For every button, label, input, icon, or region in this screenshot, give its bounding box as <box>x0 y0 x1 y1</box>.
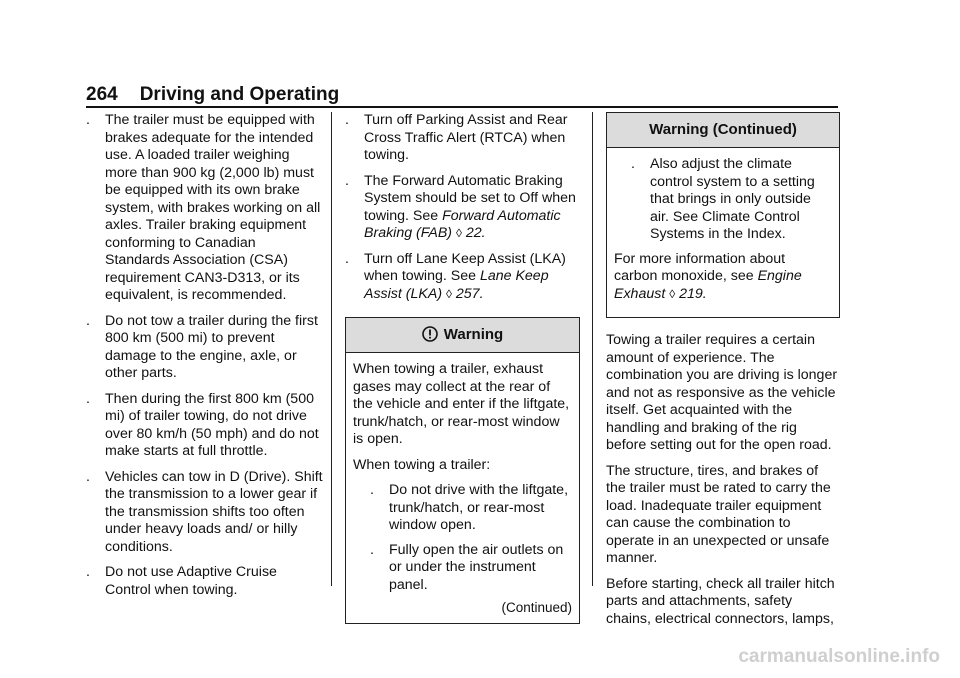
continued-label: (Continued) <box>501 600 572 615</box>
reference-link[interactable]: Lane Keep Assist (LKA) <box>364 268 549 302</box>
reference-link[interactable]: Engine Exhaust <box>614 268 802 302</box>
warning-title: Warning <box>443 326 504 343</box>
reference-link[interactable]: Forward Automatic Braking (FAB) <box>364 207 561 241</box>
warning-icon <box>422 321 438 355</box>
list-item: . Fully open the air outlets on or under the instrument panel. <box>370 541 564 593</box>
section-title: Driving and Operating <box>139 84 340 105</box>
column-1 <box>86 112 324 607</box>
list-item: . Do not use Adaptive Cruise Control when towing. <box>86 564 277 598</box>
warning-box-continued <box>606 112 840 318</box>
body-paragraph: The structure, tires, and brakes of the trailer must be rated to carry the load. Inadequate trailer equipment can cause the combination to operate in an unexpected or unsafe manner. <box>606 462 831 566</box>
page-ref-icon: ◊ <box>446 286 452 301</box>
reference-page[interactable]: 22 <box>465 225 482 241</box>
list-item: . Do not tow a trailer during the first 800 km (500 mi) to prevent damage to the engine, axle, or other parts. <box>86 312 318 381</box>
watermark: carmanualsonline.info <box>738 646 940 667</box>
warning-header: Warning (Continued) <box>607 113 839 148</box>
column-divider-1 <box>331 112 332 586</box>
warning-paragraph: When towing a trailer, exhaust gases may collect at the rear of the vehicle and enter if the liftgate, trunk/hatch, or rear-most window is open. <box>353 361 570 447</box>
bullet-icon: . <box>86 390 90 407</box>
reference-page[interactable]: 219 <box>679 285 703 302</box>
warning-paragraph: For more information about carbon monoxide, see Engine Exhaust ◊ 219. <box>614 250 802 302</box>
page-number: 264 <box>86 84 118 105</box>
warning-paragraph: When towing a trailer: <box>353 456 491 473</box>
page-ref-icon: ◊ <box>456 226 462 240</box>
column-2 <box>345 112 580 624</box>
warning-body <box>607 148 839 317</box>
reference-page[interactable]: 257 <box>455 285 480 302</box>
column-divider-2 <box>592 112 593 586</box>
list-item: . Do not drive with the liftgate, trunk/hatch, or rear-most window open. <box>370 482 569 533</box>
bullet-icon: . <box>86 312 90 329</box>
list-item: . The Forward Automatic Braking System should be set to Off when towing. See Forward Automatic Braking (FAB) ◊ 22. <box>345 172 576 241</box>
bullet-icon: . <box>345 112 349 128</box>
list-item: . Turn off Parking Assist and Rear Cross Traffic Alert (RTCA) when towing. <box>345 112 568 163</box>
bullet-icon: . <box>345 250 349 267</box>
page-ref-icon: ◊ <box>669 286 676 301</box>
warning-header <box>346 318 579 353</box>
list-item: . Turn off Lane Keep Assist (LKA) when towing. See Lane Keep Assist (LKA) ◊ 257. <box>345 250 566 302</box>
list-item: . Then during the first 800 km (500 mi) of trailer towing, do not drive over 80 km/h (50 mph) and do not make starts at full throttle. <box>86 390 319 459</box>
bullet-icon: . <box>370 482 374 498</box>
list-item: . Also adjust the climate control system to a setting that brings in only outside air. See Climate Control Systems in the Index. <box>631 156 815 242</box>
header-rule <box>86 106 838 108</box>
list-item: . Vehicles can tow in D (Drive). Shift the transmission to a lower gear if the transmission shifts too often under heavy loads and/ or hilly conditions. <box>86 468 323 555</box>
column-3 <box>606 112 840 636</box>
page-header <box>86 84 339 106</box>
list-item: . The trailer must be equipped with brakes adequate for the intended use. A loaded trailer weighing more than 900 kg (2,000 lb) must be equipped with its own brake system, with brakes working on all axles. Trailer braking equipment conforming to Canadian Standards Association (CSA) requirement CAN3-D313, or its equivalent, is recommended. <box>86 112 321 303</box>
bullet-icon: . <box>86 468 90 485</box>
body-paragraph: Towing a trailer requires a certain amount of experience. The combination you are driving is longer and not as responsive as the vehicle itself. Get acquainted with the handling and braking of the rig before setting out for the open road. <box>606 332 838 453</box>
warning-box <box>345 317 580 624</box>
warning-body <box>346 353 579 623</box>
body-paragraph: Before starting, check all trailer hitch parts and attachments, safety chains, electrical connectors, lamps, <box>606 575 835 627</box>
bullet-icon: . <box>86 564 90 580</box>
bullet-icon: . <box>86 112 90 128</box>
bullet-icon: . <box>631 156 635 172</box>
bullet-icon: . <box>345 172 349 189</box>
bullet-icon: . <box>370 541 374 558</box>
